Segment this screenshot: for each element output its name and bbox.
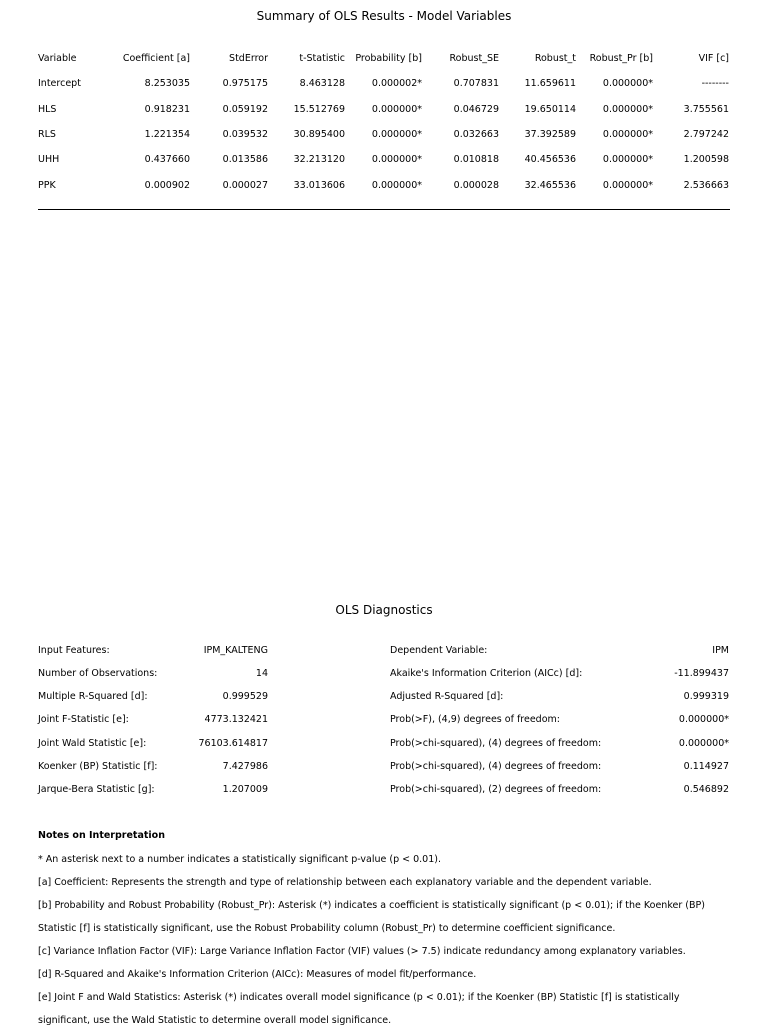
- diag-value-right: 0.999319: [683, 691, 729, 702]
- cell-t-statistic: 33.013606: [293, 180, 345, 191]
- note-a: [a] Coefficient: Represents the strength and type of relationship between each explanatory variable and the dependent variable.: [38, 877, 652, 888]
- diag-label-left: Multiple R-Squared [d]:: [38, 691, 148, 702]
- cell-robust-pr: 0.000000*: [602, 78, 653, 89]
- cell-robust-se: 0.707831: [453, 78, 499, 89]
- diagnostic-row: [0, 738, 768, 752]
- diag-value-left: 7.427986: [222, 761, 268, 772]
- diagnostic-row: [0, 784, 768, 798]
- cell-variable: PPK: [38, 180, 56, 191]
- diag-label-right: Dependent Variable:: [390, 645, 488, 656]
- cell-probability: 0.000002*: [371, 78, 422, 89]
- cell-stderror: 0.039532: [222, 129, 268, 140]
- cell-vif: 2.536663: [683, 180, 729, 191]
- diag-value-right: IPM: [712, 645, 729, 656]
- cell-robust-t: 11.659611: [524, 78, 576, 89]
- notes-heading: Notes on Interpretation: [38, 830, 165, 841]
- cell-t-statistic: 8.463128: [299, 78, 345, 89]
- diag-label-right: Akaike's Information Criterion (AICc) [d]:: [390, 668, 583, 679]
- diag-value-right: 0.000000*: [678, 714, 729, 725]
- diagnostic-row: [0, 761, 768, 775]
- header-robust-t: Robust_t: [534, 53, 576, 64]
- cell-t-statistic: 30.895400: [293, 129, 345, 140]
- diag-value-right: 0.000000*: [678, 738, 729, 749]
- table-row: [0, 129, 768, 143]
- cell-robust-pr: 0.000000*: [602, 154, 653, 165]
- header-probability: Probability [b]: [355, 53, 422, 64]
- cell-coefficient: 0.918231: [144, 104, 190, 115]
- cell-vif: 3.755561: [683, 104, 729, 115]
- cell-robust-se: 0.032663: [453, 129, 499, 140]
- note-asterisk: * An asterisk next to a number indicates a statistically significant p-value (p < 0.01).: [38, 854, 441, 865]
- cell-variable: Intercept: [38, 78, 81, 89]
- cell-stderror: 0.000027: [222, 180, 268, 191]
- diag-label-left: Koenker (BP) Statistic [f]:: [38, 761, 158, 772]
- diag-label-left: Input Features:: [38, 645, 110, 656]
- cell-coefficient: 0.437660: [144, 154, 190, 165]
- diagnostic-row: [0, 691, 768, 705]
- diag-label-left: Number of Observations:: [38, 668, 158, 679]
- diag-value-left: 1.207009: [222, 784, 268, 795]
- note-b: [b] Probability and Robust Probability (Robust_Pr): Asterisk (*) indicates a coefficient is statistically significant (p < 0.01); if the Koenker (BP) Statistic [f] is statistically significant, use the Robust Probability column (Robust_Pr) to determine coefficient significance.: [38, 900, 705, 934]
- cell-variable: UHH: [38, 154, 60, 165]
- diag-value-right: 0.114927: [683, 761, 729, 772]
- note-d: [d] R-Squared and Akaike's Information Criterion (AICc): Measures of model fit/performance.: [38, 969, 477, 980]
- cell-probability: 0.000000*: [371, 180, 422, 191]
- cell-probability: 0.000000*: [371, 104, 422, 115]
- table-row: [0, 180, 768, 194]
- summary-title: Summary of OLS Results - Model Variables: [256, 9, 512, 23]
- diag-label-right: Adjusted R-Squared [d]:: [390, 691, 504, 702]
- diag-label-right: Prob(>chi-squared), (4) degrees of freedom:: [390, 738, 602, 749]
- cell-stderror: 0.013586: [222, 154, 268, 165]
- cell-coefficient: 0.000902: [144, 180, 190, 191]
- cell-vif: 2.797242: [683, 129, 729, 140]
- cell-coefficient: 1.221354: [144, 129, 190, 140]
- diag-value-right: -11.899437: [674, 668, 729, 679]
- table-row: [0, 78, 768, 92]
- diag-label-left: Jarque-Bera Statistic [g]:: [38, 784, 155, 795]
- cell-robust-t: 19.650114: [524, 104, 576, 115]
- header-robust-se: Robust_SE: [449, 53, 499, 64]
- table-row: [0, 154, 768, 168]
- header-variable: Variable: [38, 53, 77, 64]
- header-coefficient: Coefficient [a]: [122, 53, 190, 64]
- diagnostics-title: OLS Diagnostics: [335, 603, 433, 617]
- diag-label-left: Joint Wald Statistic [e]:: [38, 738, 147, 749]
- cell-probability: 0.000000*: [371, 154, 422, 165]
- cell-robust-t: 32.465536: [524, 180, 576, 191]
- diag-label-right: Prob(>chi-squared), (4) degrees of freedom:: [390, 761, 602, 772]
- diagnostic-row: [0, 714, 768, 728]
- cell-robust-se: 0.010818: [453, 154, 499, 165]
- cell-robust-t: 37.392589: [524, 129, 576, 140]
- cell-variable: HLS: [38, 104, 57, 115]
- diag-value-left: 0.999529: [222, 691, 268, 702]
- diag-value-left: 4773.132421: [204, 714, 268, 725]
- cell-variable: RLS: [38, 129, 56, 140]
- cell-robust-pr: 0.000000*: [602, 104, 653, 115]
- cell-robust-t: 40.456536: [524, 154, 576, 165]
- header-stderror: StdError: [229, 53, 268, 64]
- diag-value-right: 0.546892: [683, 784, 729, 795]
- diag-label-right: Prob(>F), (4,9) degrees of freedom:: [390, 714, 560, 725]
- cell-robust-pr: 0.000000*: [602, 180, 653, 191]
- cell-stderror: 0.059192: [222, 104, 268, 115]
- diag-label-left: Joint F-Statistic [e]:: [38, 714, 129, 725]
- diag-value-left: 14: [255, 668, 268, 679]
- cell-robust-se: 0.000028: [453, 180, 499, 191]
- note-e: [e] Joint F and Wald Statistics: Asterisk (*) indicates overall model significance (p < 0.01); if the Koenker (BP) Statistic [f] is statistically significant, use the Wald Statistic to determine overall model significance.: [38, 992, 680, 1026]
- header-t-statistic: t-Statistic: [299, 53, 345, 64]
- diag-value-left: IPM_KALTENG: [203, 645, 268, 656]
- diag-value-left: 76103.614817: [198, 738, 268, 749]
- cell-stderror: 0.975175: [222, 78, 268, 89]
- diagnostic-row: [0, 668, 768, 682]
- table-row: [0, 104, 768, 118]
- diagnostic-row: [0, 645, 768, 659]
- cell-probability: 0.000000*: [371, 129, 422, 140]
- header-vif: VIF [c]: [698, 53, 729, 64]
- cell-vif: 1.200598: [683, 154, 729, 165]
- note-c: [c] Variance Inflation Factor (VIF): Large Variance Inflation Factor (VIF) values (> 7.5) indicate redundancy among explanatory variables.: [38, 946, 686, 957]
- cell-robust-se: 0.046729: [453, 104, 499, 115]
- summary-header-row: [0, 53, 768, 67]
- cell-t-statistic: 15.512769: [293, 104, 345, 115]
- cell-coefficient: 8.253035: [144, 78, 190, 89]
- table-bottom-rule: [38, 209, 730, 210]
- diag-label-right: Prob(>chi-squared), (2) degrees of freedom:: [390, 784, 602, 795]
- cell-t-statistic: 32.213120: [293, 154, 345, 165]
- header-robust-pr: Robust_Pr [b]: [589, 53, 653, 64]
- cell-vif: --------: [701, 78, 729, 89]
- cell-robust-pr: 0.000000*: [602, 129, 653, 140]
